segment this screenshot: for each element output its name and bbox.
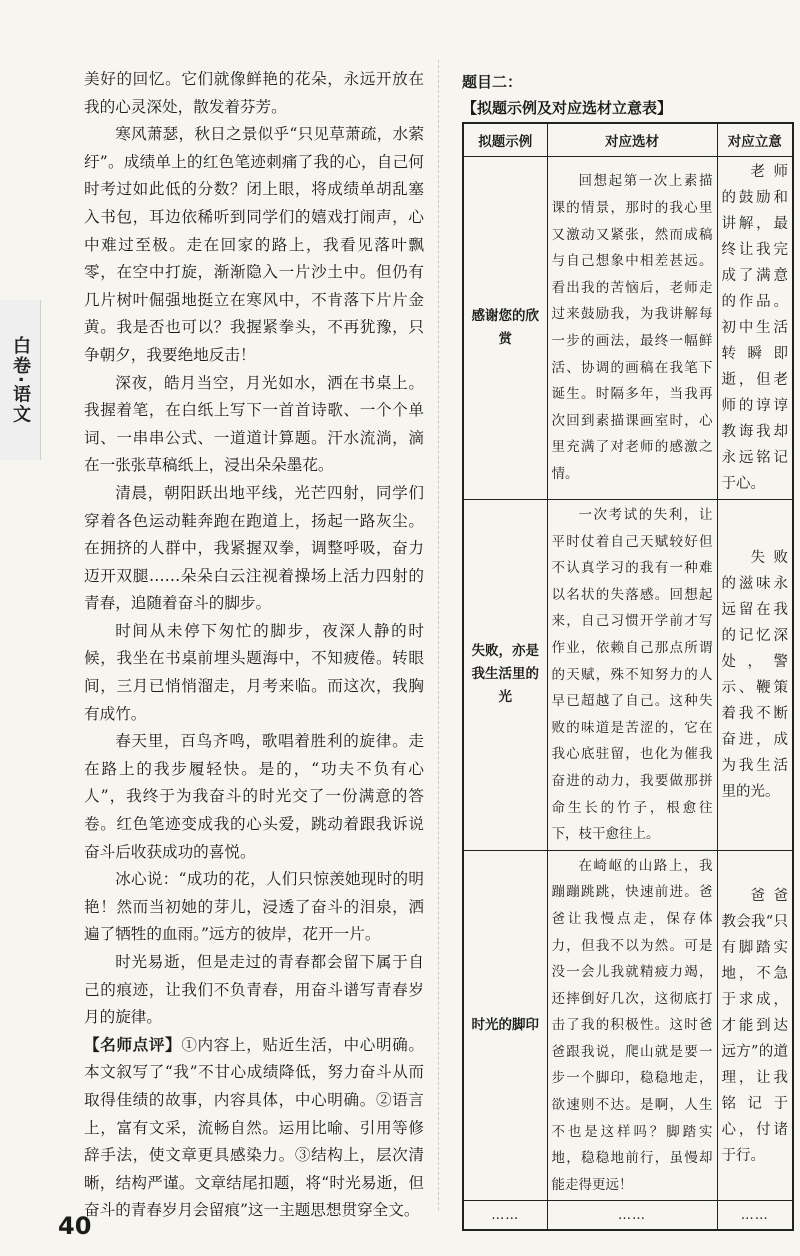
header-title-example: 拟题示例 [463, 123, 547, 157]
topic-table [462, 122, 794, 1231]
essay-paragraph: 寒风萧瑟，秋日之景似乎“只见草萧疏，水萦纡”。成绩单上的红色笔迹刺痛了我的心，自己何时考过如此低的分数？闭上眼，将成绩单胡乱塞入书包，耳边依稀听到同学们的嬉戏打闹声，心中难过至极。走在回家的路上，我看见落叶飘零，在空中打旋，渐渐隐入一片沙土中。但仍有几片树叶倔强地挺立在寒风中，不肯落下片片金黄。我是否也可以？我握紧拳头，不再犹豫，只争朝夕，我要绝地反击！ [84, 125, 424, 364]
intent-cell: 爸爸教会我“只有脚踏实地，不急于求成，才能到达远方”的道理，让我铭记于心，付诸于行。 [717, 850, 793, 1201]
title-cell: 时光的脚印 [463, 850, 547, 1201]
ellipsis-cell: …… [547, 1201, 717, 1231]
topic-column [462, 72, 792, 1231]
header-intent: 对应立意 [717, 123, 793, 157]
essay-paragraph: 美好的回忆。它们就像鲜艳的花朵，永远开放在我的心灵深处，散发着芬芳。 [84, 70, 424, 116]
essay-paragraph: 清晨，朝阳跃出地平线，光芒四射，同学们穿着各色运动鞋奔跑在跑道上，扬起一路灰尘。在拥挤的人群中，我紧握双拳，调整呼吸，奋力迈开双腿……朵朵白云注视着操场上活力四射的青春，追随着奋斗的脚步。 [84, 483, 424, 613]
column-divider [438, 60, 439, 1210]
table-row [463, 500, 793, 851]
material-cell: 在崎岖的山路上，我蹦蹦跳跳，快速前进。爸爸让我慢点走，保存体力，但我不以为然。可是没一会儿我就精疲力竭，还摔倒好几次，这彻底打击了我的积极性。这时爸爸跟我说，爬山就是要一步一个脚印，稳稳地走，欲速则不达。是啊，人生不也是这样吗？脚踏实地，稳稳地前行，虽慢却能走得更远！ [547, 850, 717, 1201]
question-title: 题目二： [462, 73, 523, 91]
intent-cell: 失败的滋味永远留在我的记忆深处，警示、鞭策着我不断奋进，成为我生活里的光。 [717, 500, 793, 851]
intent-cell: 老师的鼓励和讲解，最终让我完成了满意的作品。初中生活转瞬即逝，但老师的谆谆教诲我却永远铭记于心。 [717, 157, 793, 500]
material-cell: 回想起第一次上素描课的情景，那时的我心里又激动又紧张，然而成稿与自己想象中相差甚远。看出我的苦恼后，老师走过来鼓励我，为我讲解每一步的画法，最终一幅鲜活、协调的画稿在我笔下诞生。时隔多年，当我再次回到素描课画室时，心里充满了对老师的感激之情。 [547, 157, 717, 500]
teacher-comment [84, 1032, 424, 1225]
essay-column [84, 66, 424, 1225]
comment-text: ①内容上，贴近生活，中心明确。本文叙写了“我”不甘心成绩降低，努力奋斗从而取得佳绩的故事，内容具体，中心明确。②语言上，富有文采，流畅自然。运用比喻、引用等修辞手法，使文章更具感染力。③结构上，层次清晰，结构严谨。文章结尾扣题，将“时光易逝，但奋斗的青春岁月会留痕”这一主题思想贯穿全文。 [84, 1035, 424, 1220]
ellipsis-cell: …… [463, 1201, 547, 1231]
table-row-ellipsis [463, 1201, 793, 1231]
page-number: 40 [58, 1212, 92, 1240]
table-header-row [463, 123, 793, 157]
essay-paragraph: 深夜，皓月当空，月光如水，洒在书桌上。我握着笔，在白纸上写下一首首诗歌、一个个单词、一串串公式、一道道计算题。汗水流淌，滴在一张张草稿纸上，浸出朵朵墨花。 [84, 373, 424, 475]
side-tab [0, 300, 41, 460]
table-row [463, 850, 793, 1201]
title-cell: 失败，亦是我生活里的光 [463, 500, 547, 851]
title-cell: 感谢您的欣赏 [463, 157, 547, 500]
ellipsis-cell: …… [717, 1201, 793, 1231]
essay-paragraph: 冰心说：“成功的花，人们只惊羡她现时的明艳！然而当初她的芽儿，浸透了奋斗的泪泉，洒遍了牺牲的血雨。”远方的彼岸，花开一片。 [84, 870, 424, 944]
table-row [463, 157, 793, 500]
essay-paragraph: 时光易逝，但是走过的青春都会留下属于自己的痕迹，让我们不负青春，用奋斗谱写青春岁月的旋律。 [84, 953, 424, 1027]
comment-tag: 【名师点评】 [84, 1035, 182, 1054]
side-tab-label: 白卷·语文 [10, 335, 31, 425]
header-material: 对应选材 [547, 123, 717, 157]
table-title: 【拟题示例及对应选材立意表】 [462, 99, 673, 117]
material-cell: 一次考试的失利，让平时仗着自己天赋较好但不认真学习的我有一种难以名状的失落感。回想起来，自己习惯开学前才写作业，依赖自己那点所谓的天赋，殊不知努力的人早已超越了自己。这种失败的味道是苦涩的，它在我心底驻留，也化为催我奋进的动力，我要做那拼命生长的竹子，根愈往下，枝干愈往上。 [547, 500, 717, 851]
essay-paragraph: 春天里，百鸟齐鸣，歌唱着胜利的旋律。走在路上的我步履轻快。是的，“功夫不负有心人”，我终于为我奋斗的时光交了一份满意的答卷。红色笔迹变成我的心头爱，跳动着跟我诉说奋斗后收获成功的喜悦。 [84, 732, 424, 861]
essay-paragraph: 时间从未停下匆忙的脚步，夜深人静的时候，我坐在书桌前埋头题海中，不知疲倦。转眼间，三月已悄悄溜走，月考来临。而这次，我胸有成竹。 [84, 621, 424, 723]
